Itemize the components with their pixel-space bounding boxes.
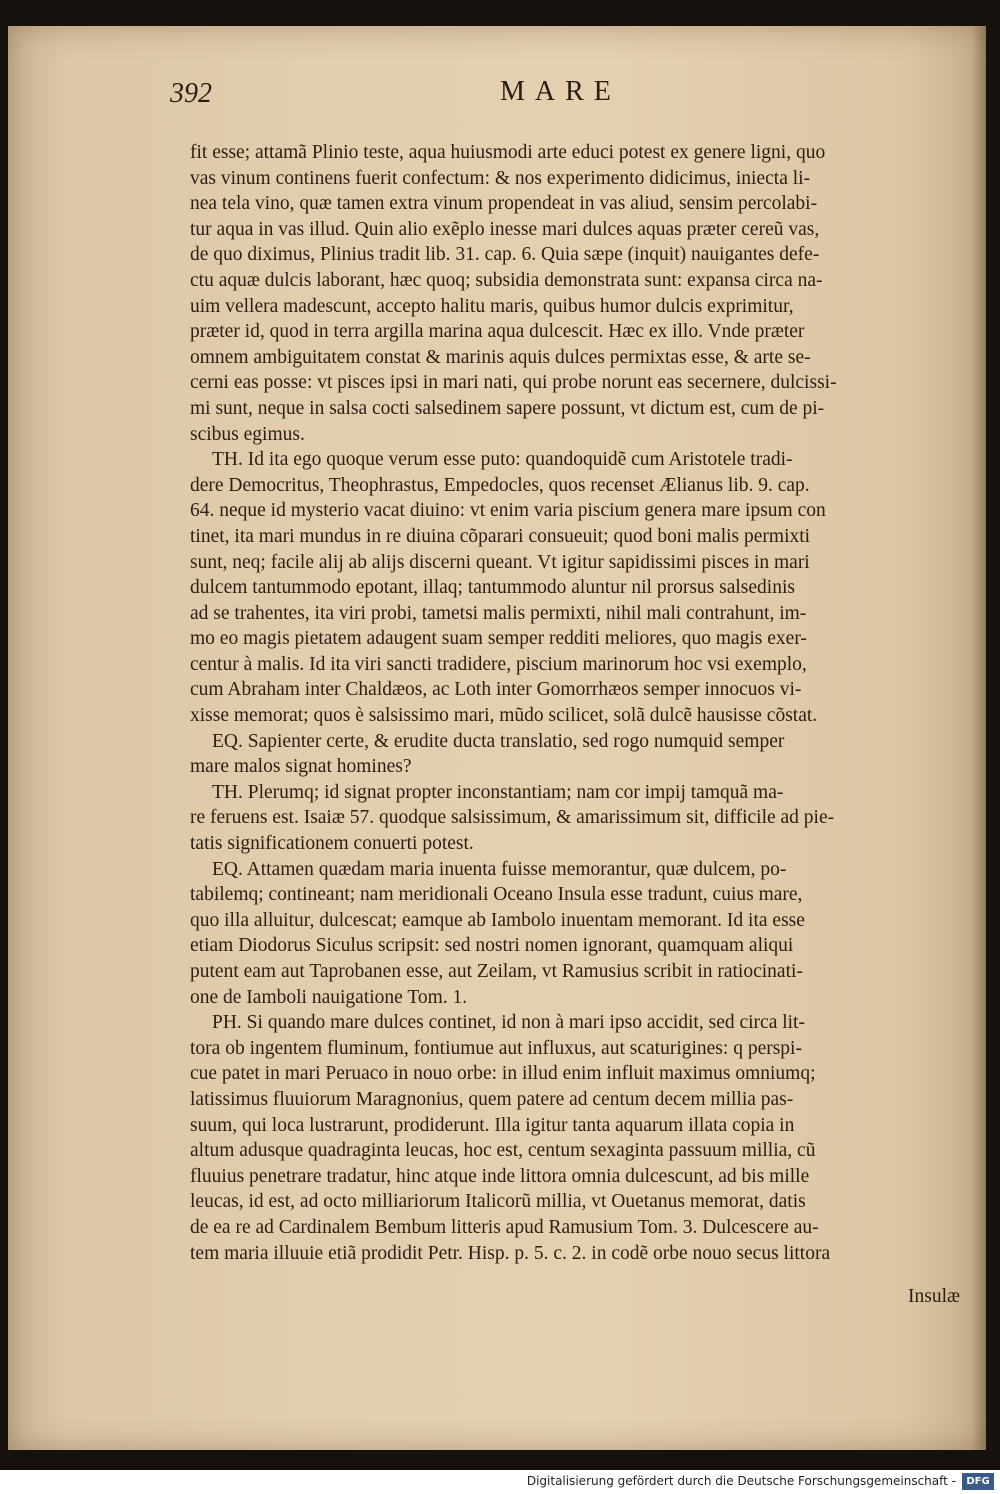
body-text	[190, 140, 950, 1266]
text-line: scibus egimus.	[190, 423, 305, 445]
text-line: præter id, quod in terra argilla marina aqua dulcescit. Hæc ex illo. Vnde præter	[190, 321, 805, 343]
text-line: 64. neque id mysterio vacat diuino: vt enim varia piscium genera mare ipsum con	[190, 500, 826, 522]
text-line: dulcem tantummodo epotant, illaq; tantummodo aluntur nil prorsus salsedinis	[190, 577, 795, 599]
text-line: omnem ambiguitatem constat & marinis aquis dulces permixtas esse, & arte se-	[190, 346, 811, 368]
page-number: 392	[170, 78, 212, 109]
text-line: re feruens est. Isaiæ 57. quodque salsissimum, & amarissimum sit, difficile ad pie-	[190, 807, 835, 829]
text-line: mo eo magis pietatem adaugent suam semper redditi meliores, quo magis exer-	[190, 628, 807, 650]
text-line: latissimus fluuiorum Maragnonius, quem patere ad centum decem millia pas-	[190, 1088, 794, 1110]
running-title: MARE	[500, 76, 621, 107]
text-line: ctu aquæ dulcis laborant, hæc quoq; subsidia demonstrata sunt: expansa circa na-	[190, 269, 823, 291]
catchword: Insulæ	[907, 1286, 960, 1307]
text-line: de quo diximus, Plinius tradit lib. 31. cap. 6. Quia sæpe (inquit) nauigantes defe-	[190, 244, 820, 266]
page-header	[170, 76, 950, 116]
text-line: tem maria illuuie etiã prodidit Petr. Hisp. p. 5. c. 2. in codẽ orbe nouo secus littora	[190, 1242, 831, 1264]
text-line: cue patet in mari Peruaco in nouo orbe: in illud enim influit maximus omniumq;	[190, 1063, 816, 1085]
credit-text: Digitalisierung gefördert durch die Deutsche Forschungsgemeinschaft -	[526, 1474, 956, 1488]
text-line: tur aqua in vas illud. Quin alio exẽplo inesse mari dulces aquas præter cereũ vas,	[190, 218, 820, 240]
text-line-speaker-eq: EQ. Sapienter certe, & erudite ducta translatio, sed rogo numquid semper	[212, 730, 785, 752]
text-line: cerni eas posse: vt pisces ipsi in mari nati, qui probe norunt eas secernere, dulcissi-	[190, 372, 837, 394]
page-edge	[972, 26, 986, 1450]
text-line-speaker-th: TH. Id ita ego quoque verum esse puto: quandoquidẽ cum Aristotele tradi-	[212, 449, 793, 471]
text-line: ad se trahentes, ita viri probi, tametsi malis permixti, nihil mali contrahunt, im-	[190, 602, 807, 624]
text-line: mi sunt, neque in salsa cocti salsedinem sapere possunt, vt dictum est, cum de pi-	[190, 397, 825, 419]
text-line: suum, qui loca lustrarunt, prodiderunt. Illa igitur tanta aquarum illata copia in	[190, 1114, 795, 1136]
text-line: vas vinum continens fuerit confectum: & nos experimento didicimus, iniecta li-	[190, 167, 811, 189]
text-line: mare malos signat homines?	[190, 756, 412, 778]
dfg-logo-icon: DFG	[962, 1473, 994, 1490]
text-line: tatis significationem conuerti potest.	[190, 833, 474, 855]
text-line: dere Democritus, Theophrastus, Empedocles, quos recenset Ælianus lib. 9. cap.	[190, 474, 810, 496]
text-line: sunt, neq; facile alij ab alijs discerni queant. Vt igitur sapidissimi pisces in mari	[190, 551, 810, 573]
text-line-speaker-th: TH. Plerumq; id signat propter inconstantiam; nam cor impij tamquã ma-	[212, 781, 784, 803]
text-line: xisse memorat; quos è salsissimo mari, mũdo scilicet, solã dulcẽ hausisse cõstat.	[190, 705, 818, 727]
text-line: tora ob ingentem fluminum, fontiumue aut influxus, aut scaturigines: q perspi-	[190, 1037, 802, 1059]
text-line: nea tela vino, quæ tamen extra vinum propendeat in vas aliud, sensim percolabi-	[190, 193, 818, 215]
text-line: fluuius penetrare tradatur, hinc atque inde littora omnia dulcescunt, ad bis mille	[190, 1165, 810, 1187]
text-line: cum Abraham inter Chaldæos, ac Loth inter Gomorrhæos semper innocuos vi-	[190, 679, 802, 701]
text-line: leucas, id est, ad octo milliariorum Italicorũ millia, vt Ouetanus memorat, datis	[190, 1191, 806, 1213]
text-line: quo illa alluitur, dulcescat; eamque ab Iambolo inuentam memorant. Id ita esse	[190, 909, 805, 931]
text-line: de ea re ad Cardinalem Bembum litteris apud Ramusium Tom. 3. Dulcescere au-	[190, 1216, 819, 1238]
text-line: fit esse; attamã Plinio teste, aqua huiusmodi arte educi potest ex genere ligni, quo	[190, 142, 826, 163]
text-line-speaker-ph: PH. Si quando mare dulces continet, id non à mari ipso accidit, sed circa lit-	[212, 1012, 805, 1034]
text-line: uim vellera madescunt, accepto halitu maris, quibus humor dulcis exprimitur,	[190, 295, 794, 317]
text-line: one de Iamboli nauigatione Tom. 1.	[190, 986, 468, 1008]
text-line: tinet, ita mari mundus in re diuina cõparari consueuit; quod boni malis permixti	[190, 525, 811, 547]
digitization-credit-bar	[0, 1470, 1000, 1494]
text-line: etiam Diodorus Siculus scripsit: sed nostri nomen ignorant, quamquam aliqui	[190, 935, 794, 957]
text-line: putent eam aut Taprobanen esse, aut Zeilam, vt Ramusius scribit in ratiocinati-	[190, 961, 803, 982]
text-line: tabilemq; contineant; nam meridionali Oceano Insula esse tradunt, cuius mare,	[190, 884, 803, 906]
text-line: altum adusque quadraginta leucas, hoc est, centum sexaginta passuum millia, cũ	[190, 1140, 816, 1162]
text-line: centur à malis. Id ita viri sancti tradidere, piscium marinorum hoc vsi exemplo,	[190, 653, 807, 675]
text-line-speaker-eq: EQ. Attamen quædam maria inuenta fuisse memorantur, quæ dulcem, po-	[212, 858, 787, 880]
